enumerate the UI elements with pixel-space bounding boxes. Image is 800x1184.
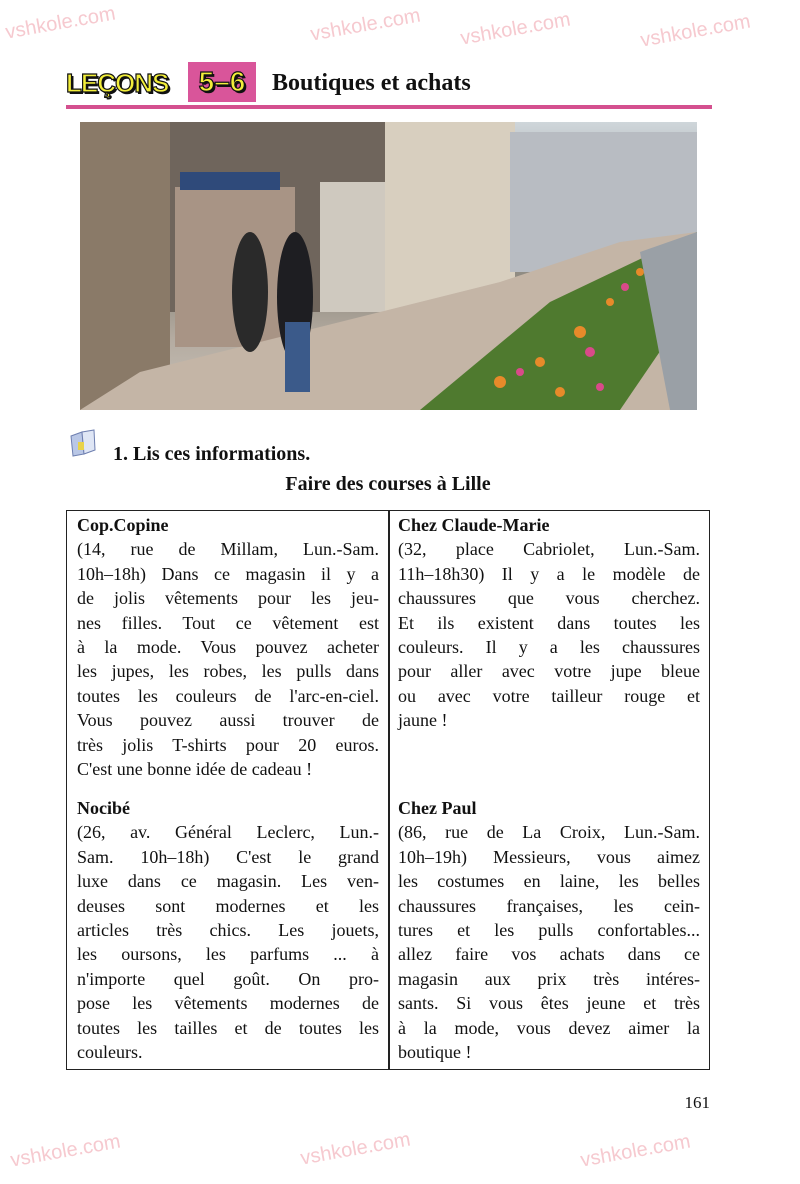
watermark: vshkole.com <box>578 1130 693 1172</box>
page-title: Boutiques et achats <box>272 70 471 96</box>
shop-name: Chez Claude-Marie <box>398 515 550 535</box>
shops-table <box>66 510 710 1070</box>
shop-description-line: nes filles. Tout ce vêtement est <box>77 612 379 633</box>
shop-name: Cop.Copine <box>77 515 169 535</box>
shop-name: Nocibé <box>77 798 130 818</box>
shop-description-line: sants. Si vous êtes jeune et très <box>398 993 700 1014</box>
book-icon <box>68 428 98 458</box>
lesson-numbers: 5–6 <box>198 66 246 97</box>
shop-description-line: les costumes en laine, les belles <box>398 871 700 892</box>
shop-description-line: articles très chics. Les jouets, <box>77 919 379 940</box>
shop-description-line: chaussures françaises, les cein- <box>398 895 700 916</box>
watermark: vshkole.com <box>8 1130 123 1172</box>
shop-cell <box>77 513 379 781</box>
shop-cell <box>398 796 700 1064</box>
page-number: 161 <box>684 1093 710 1112</box>
shop-description-line: Et ils existent dans toutes les <box>398 612 700 633</box>
shop-description-line: (14, rue de Millam, Lun.-Sam. <box>77 539 379 560</box>
lesson-number-badge <box>188 62 256 102</box>
shop-description-line: couleurs. <box>77 1041 143 1062</box>
shop-description-line: allez faire vos achats dans ce <box>398 944 700 965</box>
lesson-header <box>66 62 712 110</box>
shop-description-line: deuses sont modernes et les <box>77 895 379 916</box>
shop-description-line: 10h–18h) Dans ce magasin il y a <box>77 563 379 584</box>
shop-description-line: jaune ! <box>398 710 448 731</box>
shop-cell <box>398 513 700 733</box>
shop-description-line: à la mode. Vous pouvez acheter <box>77 636 379 657</box>
shop-description-line: pose les vêtements modernes de <box>77 993 379 1014</box>
shop-description-line: pour aller avec votre jupe bleue <box>398 661 700 682</box>
shop-description-line: (26, av. Général Leclerc, Lun.- <box>77 822 379 843</box>
watermark: vshkole.com <box>638 10 753 52</box>
shop-description-line: les jupes, les robes, les pulls dans <box>77 661 379 682</box>
shop-description-line: Vous pouvez aussi trouver de <box>77 710 379 731</box>
shop-description-line: (32, place Cabriolet, Lun.-Sam. <box>398 539 700 560</box>
shop-cell <box>77 796 379 1064</box>
shop-name: Chez Paul <box>398 798 477 818</box>
shop-description-line: très jolis T-shirts pour 20 euros. <box>77 734 379 755</box>
shop-description-line: les oursons, les parfums ... à <box>77 944 379 965</box>
shop-description-line: à la mode, vous devez aimer la <box>398 1017 700 1038</box>
exercise-title: 1. Lis ces informations. <box>113 443 311 465</box>
shop-description-line: (86, rue de La Croix, Lun.-Sam. <box>398 822 700 843</box>
exercise-subtitle: Faire des courses à Lille <box>285 473 491 495</box>
shop-description-line: luxe dans ce magasin. Les ven- <box>77 871 379 892</box>
shop-description-line: couleurs. Il y a les chaussures <box>398 636 700 657</box>
shop-description-line: n'importe quel goût. On pro- <box>77 968 379 989</box>
shop-description-line: toutes les tailles et de toutes les <box>77 1017 379 1038</box>
street-shops-photo <box>80 122 697 410</box>
shop-description-line: 11h–18h30) Il y a le modèle de <box>398 563 700 584</box>
watermark: vshkole.com <box>458 8 573 50</box>
table-divider <box>388 511 390 1069</box>
shop-description-line: magasin aux prix très intéres- <box>398 968 700 989</box>
shop-description-line: 10h–19h) Messieurs, vous aimez <box>398 846 700 867</box>
shop-description-line: Sam. 10h–18h) C'est le grand <box>77 846 379 867</box>
shop-description-line: chaussures que vous cherchez. <box>398 588 700 609</box>
shop-description-line: ou avec votre tailleur rouge et <box>398 685 700 706</box>
shop-description-line: tures et les pulls confortables... <box>398 919 700 940</box>
watermark: vshkole.com <box>3 2 118 44</box>
shop-description-line: toutes les couleurs de l'arc-en-ciel. <box>77 685 379 706</box>
shop-description-line: de jolis vêtements pour les jeu- <box>77 588 379 609</box>
lesson-label: LEÇONS <box>66 68 169 98</box>
watermark: vshkole.com <box>308 4 423 46</box>
watermark: vshkole.com <box>298 1128 413 1170</box>
header-rule <box>66 105 712 109</box>
shop-description-line: boutique ! <box>398 1041 472 1062</box>
shop-description-line: C'est une bonne idée de cadeau ! <box>77 758 313 779</box>
